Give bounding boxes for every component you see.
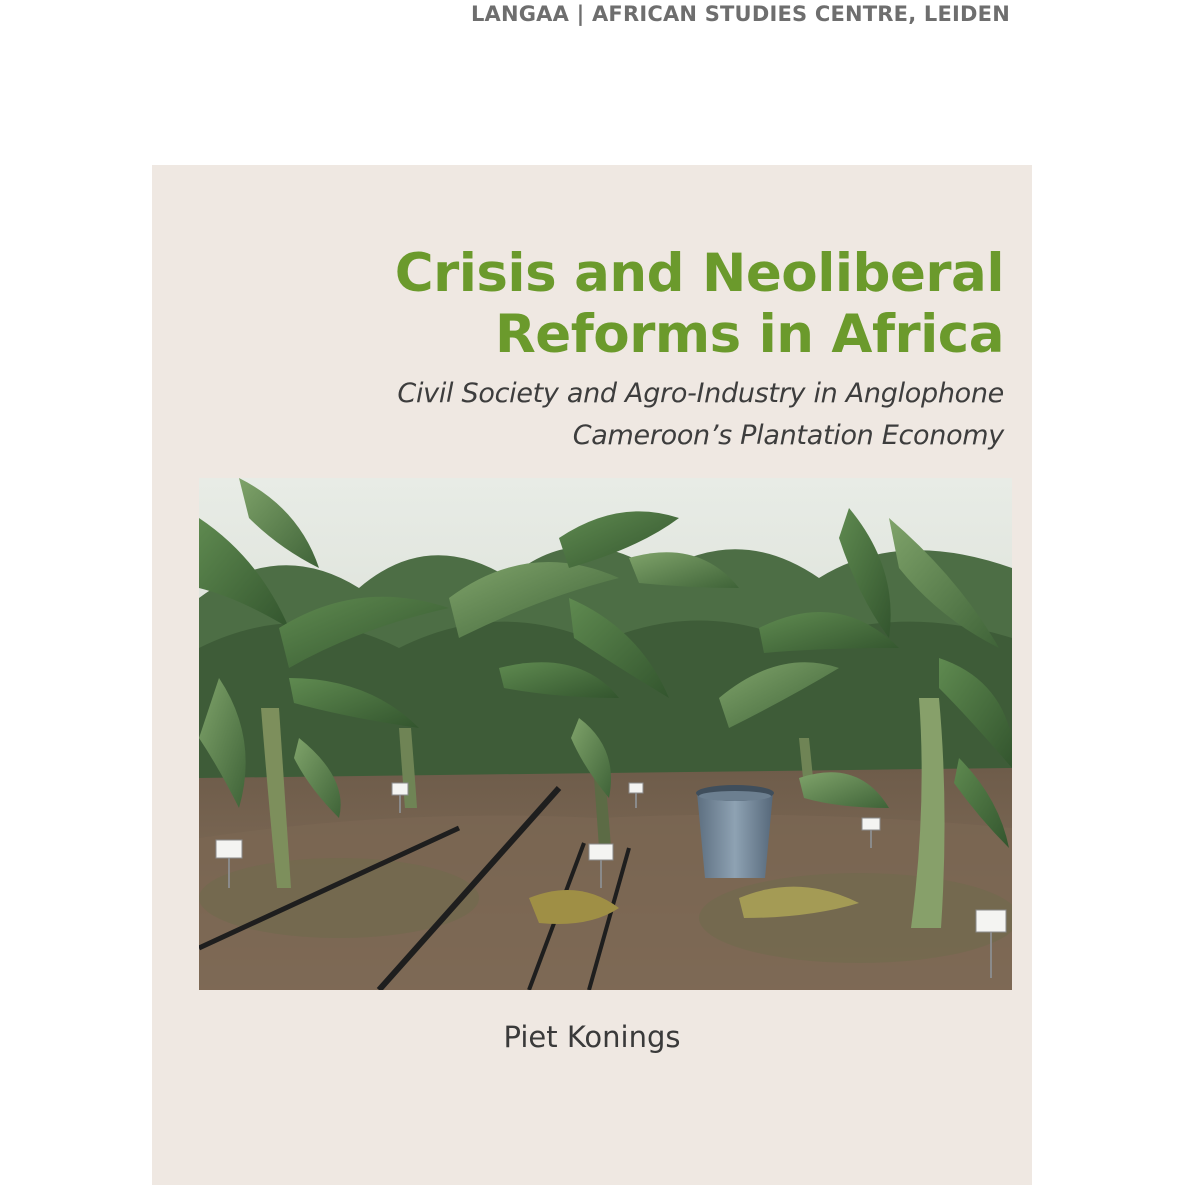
cover-photo	[199, 478, 1012, 990]
subtitle-line-2: Cameroon’s Plantation Economy	[572, 420, 1004, 451]
book-author: Piet Konings	[503, 1020, 681, 1054]
book-title	[395, 243, 1004, 365]
banana-plantation-photo	[199, 478, 1012, 990]
title-line-2: Reforms in Africa	[494, 304, 1004, 365]
book-subtitle	[397, 373, 1004, 457]
book-cover	[152, 165, 1032, 1185]
title-line-1: Crisis and Neoliberal	[394, 243, 1004, 304]
subtitle-line-1: Civil Society and Agro-Industry in Anglophone	[397, 378, 1004, 409]
publisher-imprint: LANGAA | AFRICAN STUDIES CENTRE, LEIDEN	[470, 2, 1010, 26]
